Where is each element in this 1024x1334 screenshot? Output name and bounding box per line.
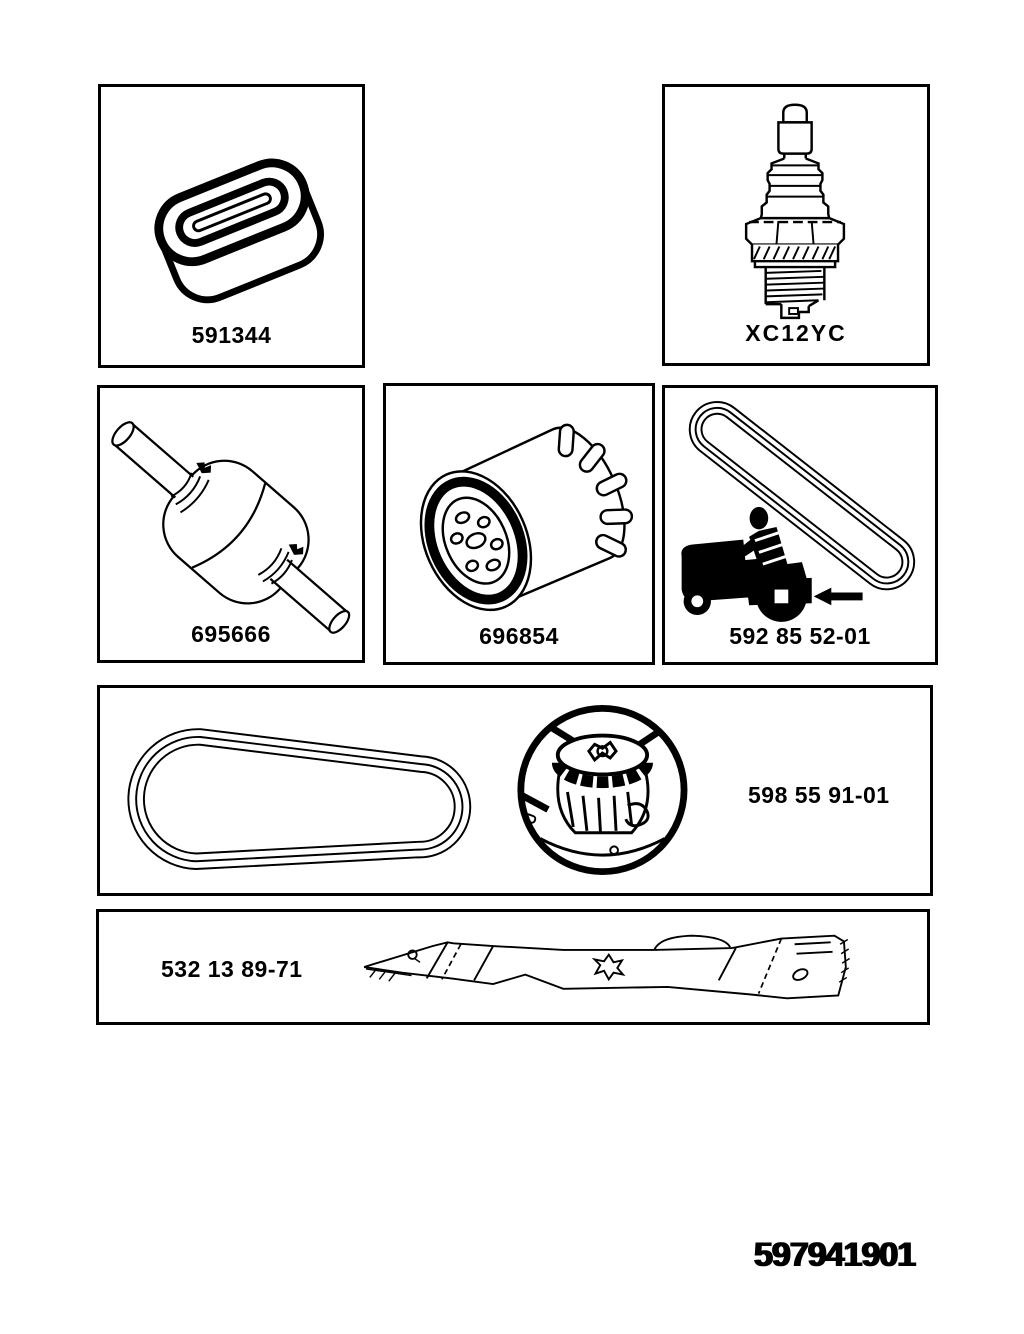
panel-air-filter: [98, 84, 365, 368]
panel-muffler: [97, 385, 365, 663]
muffler-icon: [100, 388, 362, 660]
part-number-label: 592 85 52-01: [729, 623, 871, 649]
panel-drive-belt: [662, 385, 938, 665]
panel-oil-filter: [383, 383, 655, 665]
part-number-label: 696854: [479, 623, 559, 649]
part-number-label: 695666: [191, 621, 271, 647]
part-number-label: 532 13 89-71: [161, 956, 303, 982]
part-number-label: XC12YC: [745, 320, 847, 346]
oil-filter-icon: [386, 386, 652, 662]
drive-belt-icon: [665, 388, 935, 662]
arrow-left-icon: [814, 588, 863, 606]
mandrel-icon: [521, 708, 684, 871]
panel-spark-plug: [662, 84, 930, 366]
tractor-icon: [681, 507, 862, 622]
part-number-label: 598 55 91-01: [748, 782, 890, 808]
document-number: 597941901: [753, 1236, 915, 1274]
panel-belt-mandrel: [97, 685, 933, 896]
panel-blade: [96, 909, 930, 1025]
part-number-label: 591344: [191, 322, 272, 348]
